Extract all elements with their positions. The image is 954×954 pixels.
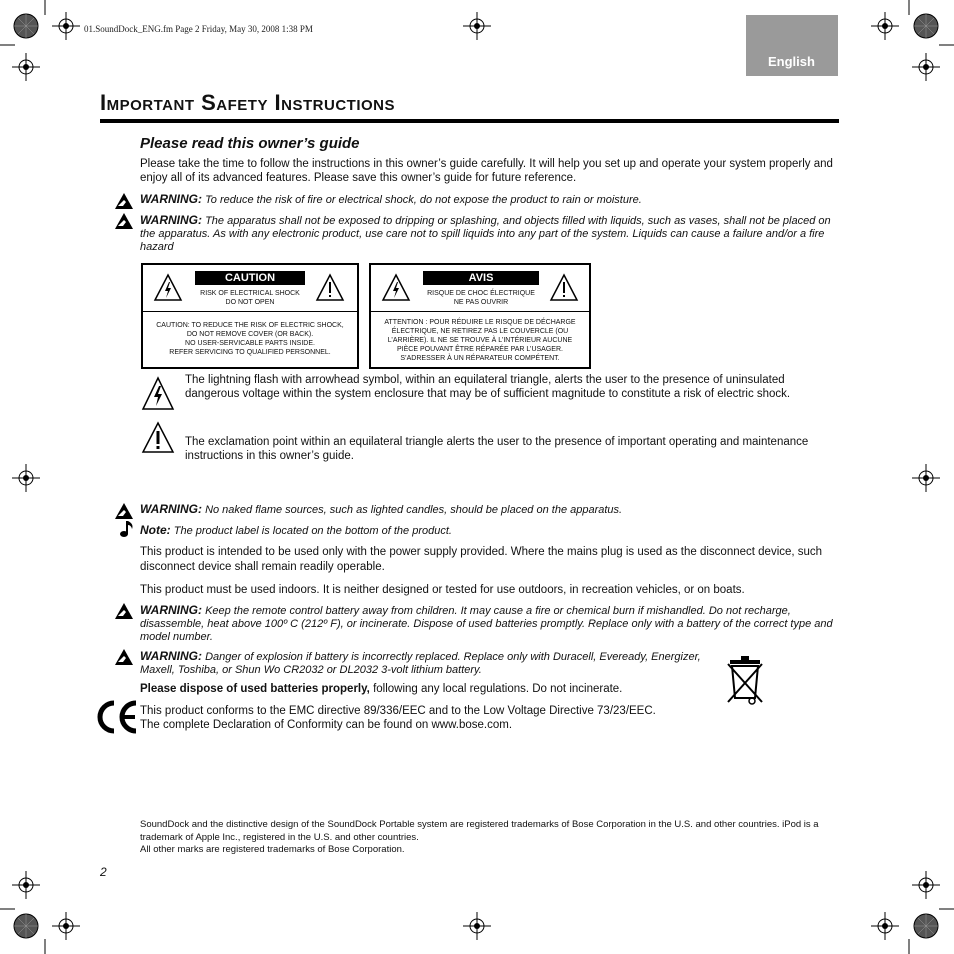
caution-body-line: DO NOT REMOVE COVER (OR BACK). — [186, 331, 314, 338]
language-tab — [746, 15, 838, 76]
avis-body-line: L’ARRIÈRE). IL NE SE TROUVE À L’INTÉRIEUR AUCUNE — [387, 337, 573, 344]
warning-1 — [140, 193, 840, 207]
battery-disposal-bold: Please dispose of used batteries properly, — [140, 683, 370, 695]
warning-label: WARNING: — [140, 213, 202, 227]
avis-body-line: S’ADRESSER À UN RÉPARATEUR COMPÉTENT. — [400, 355, 560, 362]
crossed-out-bin-icon — [724, 654, 766, 706]
ce-conformity-line: The complete Declaration of Conformity can be found on www.bose.com. — [140, 719, 513, 731]
lightning-triangle-icon — [141, 376, 175, 412]
warning-hand-icon — [114, 192, 134, 210]
caution-title: CAUTION — [195, 271, 305, 285]
section-heading: Please read this owner’s guide — [140, 135, 360, 152]
warning-label: WARNING: — [140, 502, 202, 516]
caution-body-line: CAUTION: TO REDUCE THE RISK OF ELECTRIC SHOCK, — [156, 322, 344, 329]
note-label: Note: — [140, 523, 171, 537]
caution-body-line: NO USER-SERVICABLE PARTS INSIDE. — [185, 340, 315, 347]
warning-label: WARNING: — [140, 192, 202, 206]
ce-mark-icon — [94, 700, 140, 734]
battery-disposal-text: following any local regulations. Do not incinerate. — [369, 683, 623, 695]
intro-paragraph: Please take the time to follow the instructions in this owner’s guide carefully. It will help you set up and operate your system properly and enjoy all of its advanced features. Please save this owner’s guide for future reference. — [140, 158, 833, 184]
avis-risk: RISQUE DE CHOC ÉLECTRIQUE NE PAS OUVRIR — [427, 290, 535, 306]
ce-conformity — [140, 704, 740, 732]
caution-risk: RISK OF ELECTRICAL SHOCK DO NOT OPEN — [200, 290, 300, 306]
ce-conformity-line: This product conforms to the EMC directive 89/336/EEC and to the Low Voltage Directive 73/23/EEC. — [140, 705, 656, 717]
warning-label: WARNING: — [140, 603, 202, 617]
page-title: Important Safety Instructions — [100, 90, 395, 115]
battery-disposal-paragraph — [140, 682, 710, 696]
trademark-text: SoundDock and the distinctive design of the SoundDock Portable system are registered trademarks of Bose Corporation in the U.S. and other countries. iPod is a trademark of Apple Inc., registered in the U.S. and other countries. — [140, 819, 819, 843]
warning-label: WARNING: — [140, 649, 202, 663]
note-1-text: The product label is located on the bottom of the product. — [173, 525, 452, 537]
music-note-icon — [118, 519, 136, 539]
caution-separator — [143, 311, 357, 312]
warning-hand-icon — [114, 212, 134, 230]
page-number: 2 — [100, 865, 107, 879]
lightning-explanation: The lightning flash with arrowhead symbol, within an equilateral triangle, alerts the user to the presence of uninsulated dangerous voltage within the system enclosure that may be of sufficient magnitude to constitute a risk of electric shock. — [185, 374, 791, 400]
warning-5-text: Danger of explosion if battery is incorrectly replaced. Replace only with Duracell, Eveready, Energizer, Maxell, Toshiba, or Shun Wo CR2032 or DL2032 3-volt lithium battery. — [140, 651, 701, 676]
exclamation-triangle-icon — [549, 273, 579, 303]
language-tab-label: English — [768, 54, 815, 69]
avis-label — [369, 263, 591, 369]
trademark-footer — [140, 819, 840, 857]
avis-body-line: PIÈCE POUVANT ÊTRE RÉPARÉE PAR L’USAGER. — [397, 346, 563, 353]
warning-4 — [140, 604, 840, 644]
caution-body-line: REFER SERVICING TO QUALIFIED PERSONNEL. — [169, 349, 331, 356]
warning-3 — [140, 503, 840, 517]
avis-body — [375, 318, 585, 363]
warning-2-text: The apparatus shall not be exposed to dripping or splashing, and objects filled with liquids, such as vases, shall not be placed on the apparatus. As with any electronic product, use care not to spill liquids into any part of the system. Liquids can cause a failure and/or a fire hazard — [140, 215, 831, 253]
warning-hand-icon — [114, 648, 134, 666]
note-1 — [140, 524, 840, 538]
warning-1-text: To reduce the risk of fire or electrical shock, do not expose the product to rain or moisture. — [205, 194, 642, 206]
warning-5 — [140, 650, 710, 677]
warning-hand-icon — [114, 502, 134, 520]
lightning-triangle-icon — [153, 273, 183, 303]
title-rule — [100, 119, 839, 123]
power-supply-paragraph: This product is intended to be used only with the power supply provided. Where the mains plug is used as the disconnect device, such disconnect device shall remain readily operable. — [140, 546, 823, 573]
caution-body — [147, 321, 353, 357]
warning-3-text: No naked flame sources, such as lighted candles, should be placed on the apparatus. — [205, 504, 623, 516]
file-header: 01.SoundDock_ENG.fm Page 2 Friday, May 30, 2008 1:38 PM — [84, 24, 313, 34]
warning-2 — [140, 214, 840, 254]
warning-4-text: Keep the remote control battery away from children. It may cause a fire or chemical burn if mishandled. Do not recharge, disassemble, heat above 100º C (212º F), or incinerate. Dispose of used batteries promptly. Replace only with a battery of the correct type and model number. — [140, 605, 833, 643]
avis-title: AVIS — [423, 271, 539, 285]
avis-body-line: ATTENTION : POUR RÉDUIRE LE RISQUE DE DÉCHARGE — [384, 319, 576, 326]
avis-separator — [371, 311, 589, 312]
indoor-use-paragraph: This product must be used indoors. It is neither designed or tested for use outdoors, in recreation vehicles, or on boats. — [140, 584, 745, 596]
avis-body-line: ÉLECTRIQUE, NE RETIREZ PAS LE COUVERCLE (OU — [391, 328, 569, 335]
lightning-triangle-icon — [381, 273, 411, 303]
caution-label — [141, 263, 359, 369]
warning-hand-icon — [114, 602, 134, 620]
trademark-text: All other marks are registered trademarks of Bose Corporation. — [140, 844, 405, 855]
exclamation-triangle-icon — [315, 273, 345, 303]
exclamation-triangle-icon — [141, 421, 175, 455]
exclamation-explanation: The exclamation point within an equilateral triangle alerts the user to the presence of important operating and maintenance instructions in this owner’s guide. — [185, 436, 809, 462]
